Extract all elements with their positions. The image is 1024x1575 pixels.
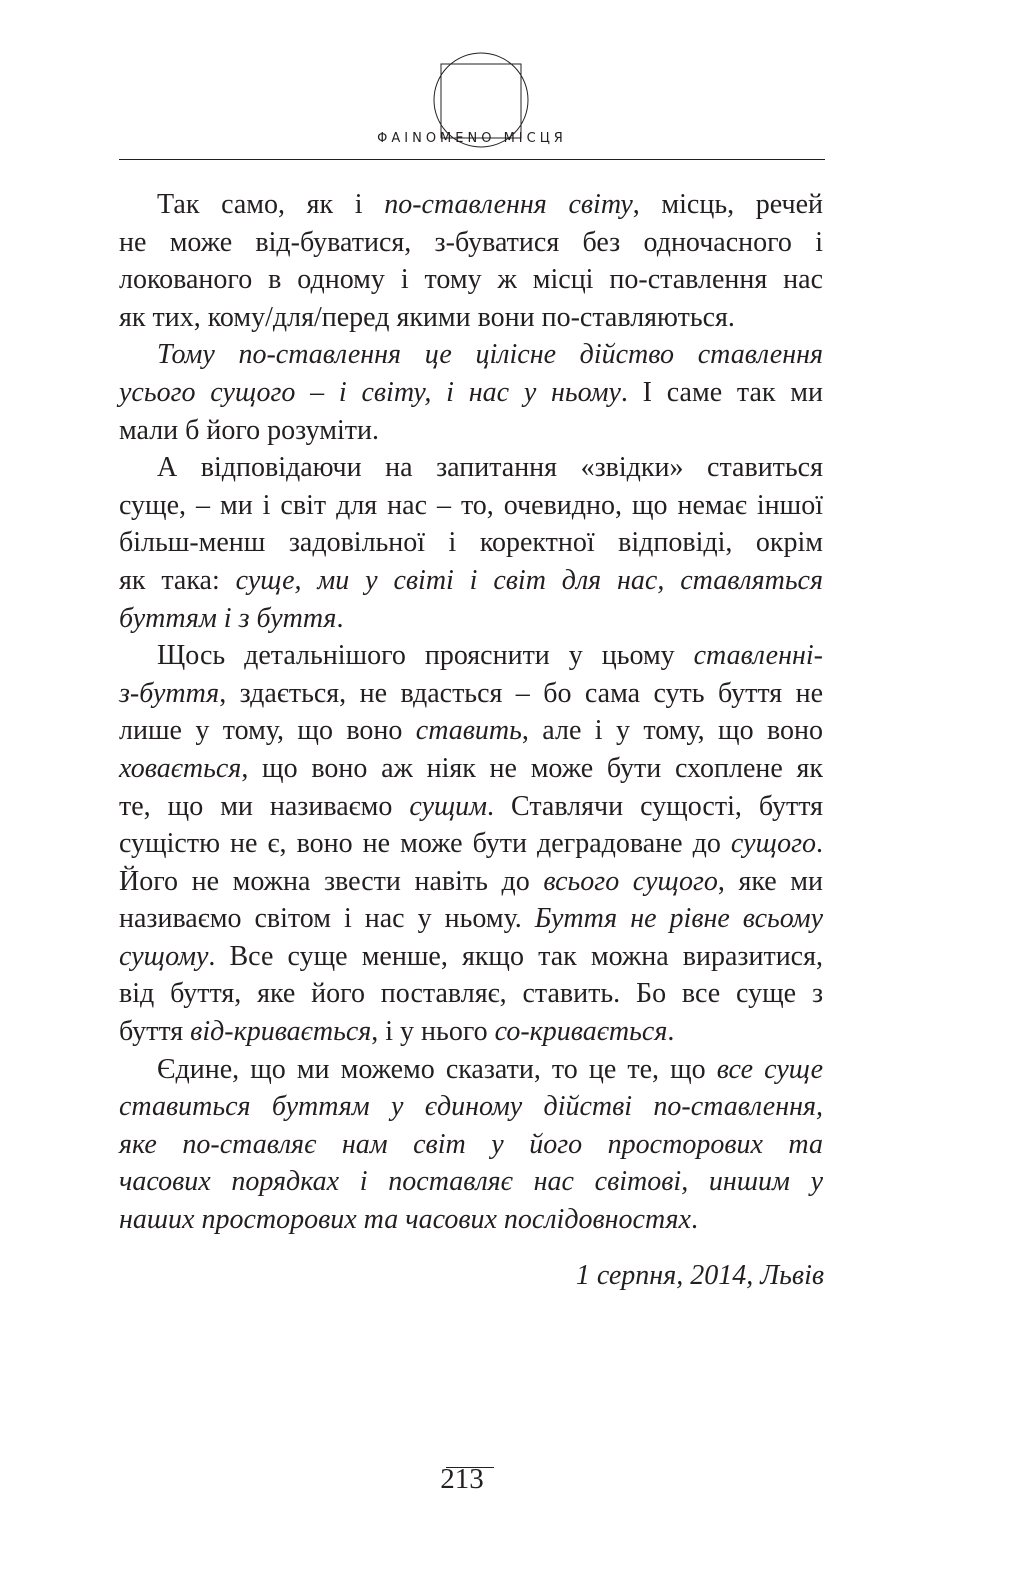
italic-run: ставить [415, 715, 522, 747]
text-line [119, 299, 823, 337]
text-line [119, 1088, 823, 1126]
text-line [119, 712, 823, 750]
text-run: , що воно аж ніяк не може бути схоплене як [241, 752, 823, 784]
date-place-signature: 1 серпня, 2014, Львів [575, 1260, 824, 1291]
text-run: Так само, як і [157, 189, 385, 220]
italic-run: суще, ми у світі і світ для нас, ставляться [235, 564, 824, 596]
italic-run: усього сущого – і світу, і нас у ньому [119, 376, 621, 408]
text-line [119, 600, 823, 638]
text-run: Щось детальнішого прояснити у цьому [157, 640, 694, 672]
text-line [119, 261, 823, 299]
italic-run: сущому [119, 940, 209, 972]
text-line [119, 863, 823, 901]
paragraph [119, 186, 823, 336]
text-line [119, 675, 823, 713]
italic-run: Буття не рівне всьому [534, 903, 823, 935]
text-line [119, 1163, 823, 1201]
text-run: . І саме так ми [620, 376, 823, 408]
text-line [119, 825, 823, 863]
body-text [119, 186, 823, 1239]
text-line [119, 637, 823, 675]
italic-run: наших просторових та часових послідовностях [119, 1204, 691, 1236]
text-line [119, 487, 823, 525]
text-line [119, 1126, 823, 1164]
text-run: . Все суще менше, якщо так можна виразитися, [208, 940, 823, 972]
text-run: більш-менш задовільної і коректної відповіді, окрім [119, 527, 823, 559]
text-run: , місць, речей [632, 189, 823, 220]
text-run: , і у нього [371, 1016, 495, 1048]
text-run: називаємо світом і нас у ньому. [119, 903, 535, 935]
text-run: А відповідаючи на запитання «звідки» ставиться [157, 452, 823, 484]
paragraph [119, 1051, 823, 1239]
text-line [119, 562, 823, 600]
paragraph [119, 637, 823, 1051]
text-run: . Ставлячи сущості, буття [487, 790, 823, 822]
text-run: . [667, 1016, 675, 1048]
italic-run: всього сущого [543, 865, 718, 897]
text-line [119, 975, 823, 1013]
paragraph [119, 449, 823, 637]
text-run: , здається, не вдасться – бо сама суть буття не [219, 677, 823, 709]
text-run: . [816, 828, 823, 860]
italic-run: по-ставлення світу [384, 189, 633, 220]
text-run: від буття, яке його поставляє, ставить. Бо все суще з [119, 978, 823, 1010]
text-run: Єдине, що ми можемо сказати, то це те, що [157, 1053, 717, 1085]
text-line [119, 374, 823, 412]
italic-run: ставиться буттям у єдиному дійстві по-ставлення, [119, 1091, 823, 1123]
paragraph [119, 336, 823, 449]
text-line [119, 336, 823, 374]
text-run: локованого в одному і тому ж місці по-ставлення нас [119, 264, 823, 296]
text-line [119, 412, 823, 450]
text-run: мали б його розуміти. [119, 414, 379, 446]
text-run: Його не можна звести навіть до [119, 865, 544, 897]
text-line [119, 788, 823, 826]
italic-run: сущого [730, 828, 816, 860]
text-line [119, 449, 823, 487]
text-line [119, 186, 823, 224]
text-run: . [690, 1204, 698, 1236]
text-line [119, 524, 823, 562]
text-run: лише у тому, що воно [119, 715, 416, 747]
text-line [119, 1051, 823, 1089]
italic-run: часових порядках і поставляє нас світові, иншим у [119, 1166, 823, 1198]
italic-run: ховається [119, 752, 242, 784]
text-run: . [336, 602, 344, 634]
header-rule [119, 159, 825, 160]
text-line [119, 1201, 823, 1239]
text-line [119, 750, 823, 788]
italic-run: буттям і з буття [119, 602, 337, 634]
italic-run: від-кривається [190, 1016, 372, 1048]
italic-run: со-кривається [494, 1016, 668, 1048]
text-run: те, що ми називаємо [119, 790, 410, 822]
text-run: буття [119, 1016, 191, 1048]
italic-run: яке по-ставляє нам світ у його просторових та [119, 1128, 823, 1160]
running-header: ΦAINOMENO МІСЦЯ [377, 131, 567, 146]
text-run: суще, – ми і світ для нас – то, очевидно, що немає іншої [119, 489, 823, 521]
text-line [119, 900, 823, 938]
italic-run: сущим [409, 790, 488, 822]
text-line [119, 938, 823, 976]
text-line [119, 224, 823, 262]
page-number: 213 [440, 1463, 484, 1495]
text-run: як така: [119, 564, 236, 596]
italic-run: з-буття [119, 677, 220, 709]
text-run: як тих, кому/для/перед якими вони по-ставляються. [119, 301, 735, 333]
text-line [119, 1013, 823, 1051]
italic-run: Тому по-ставлення це цілісне дійство ставлення [157, 339, 823, 371]
text-run: , яке ми [717, 865, 823, 897]
text-run: , але і у тому, що воно [521, 715, 823, 747]
text-run: не може від-буватися, з-буватися без одночасного і [119, 226, 823, 258]
italic-run: все суще [716, 1053, 824, 1085]
italic-run: ставленні- [693, 640, 823, 672]
text-run: сущістю не є, воно не може бути деградоване до [119, 828, 731, 860]
